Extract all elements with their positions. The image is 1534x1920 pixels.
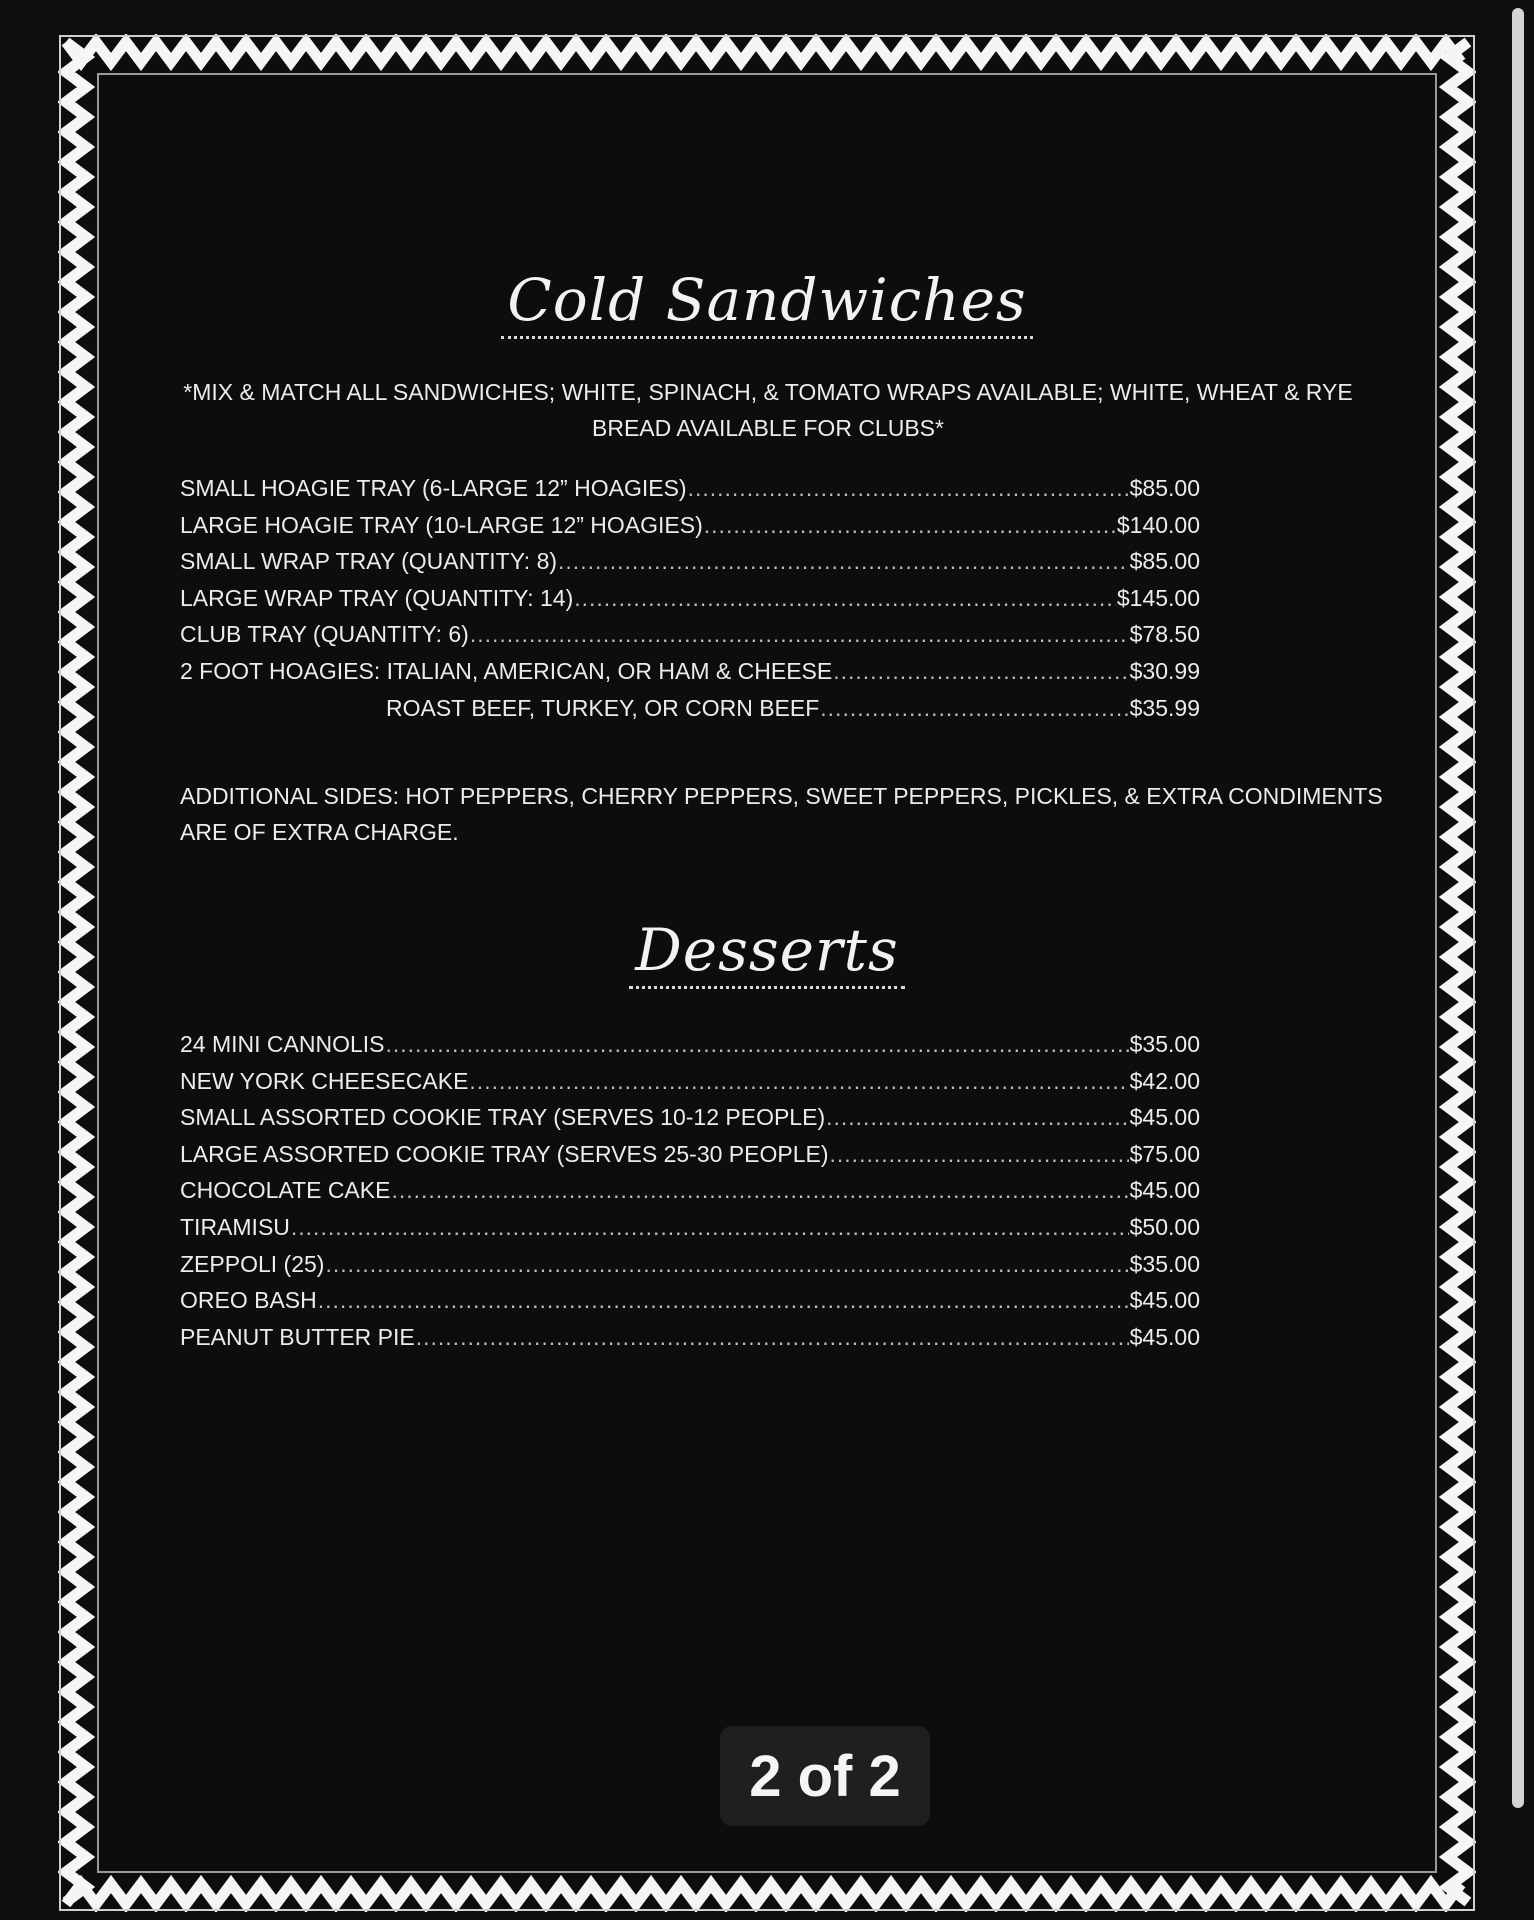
item-name: ROAST BEEF, TURKEY, OR CORN BEEF xyxy=(386,694,820,721)
menu-row xyxy=(180,1172,1200,1209)
item-name: CLUB TRAY (QUANTITY: 6) xyxy=(180,621,469,648)
section-heading-desserts xyxy=(58,916,1476,984)
item-name: OREO BASH xyxy=(180,1287,317,1314)
additional-sides-note: ADDITIONAL SIDES: HOT PEPPERS, CHERRY PEPPERS, SWEET PEPPERS, PICKLES, & EXTRA CONDIMENTS ARE OF EXTRA CHARGE. xyxy=(180,783,1383,845)
dot-leader xyxy=(318,1282,1129,1319)
item-price: $45.00 xyxy=(1129,1177,1200,1204)
menu-row xyxy=(180,580,1200,617)
menu-row xyxy=(180,1282,1200,1319)
item-price: $45.00 xyxy=(1129,1287,1200,1314)
menu-row xyxy=(180,1063,1200,1100)
item-price: $35.00 xyxy=(1129,1031,1200,1057)
item-price: $145.00 xyxy=(1116,584,1200,611)
dot-leader xyxy=(558,543,1129,580)
item-price: $85.00 xyxy=(1129,475,1200,501)
item-price: $140.00 xyxy=(1116,511,1200,538)
dot-leader xyxy=(833,653,1128,690)
item-name: ZEPPOLI (25) xyxy=(180,1250,325,1277)
item-price: $30.99 xyxy=(1129,657,1200,684)
menu-row xyxy=(180,1026,1200,1063)
dot-leader xyxy=(830,1136,1129,1173)
menu-row xyxy=(180,1319,1200,1356)
menu-row xyxy=(180,653,1200,690)
item-name: PEANUT BUTTER PIE xyxy=(180,1323,415,1350)
item-name: 24 MINI CANNOLIS xyxy=(180,1031,385,1057)
dot-leader xyxy=(325,1246,1128,1283)
item-name: LARGE HOAGIE TRAY (10-LARGE 12” HOAGIES) xyxy=(180,511,703,538)
item-name: CHOCOLATE CAKE xyxy=(180,1177,391,1204)
dot-leader xyxy=(469,1063,1128,1100)
item-price: $45.00 xyxy=(1129,1323,1200,1350)
item-name: TIRAMISU xyxy=(180,1213,290,1240)
dot-leader xyxy=(416,1319,1129,1356)
menu-row xyxy=(180,507,1200,544)
menu-row xyxy=(180,1246,1200,1283)
item-price: $35.00 xyxy=(1129,1250,1200,1277)
dot-leader xyxy=(820,690,1128,727)
dot-leader xyxy=(688,470,1129,507)
dot-leader xyxy=(574,580,1116,617)
dot-leader xyxy=(826,1099,1129,1136)
item-name: SMALL HOAGIE TRAY (6-LARGE 12” HOAGIES) xyxy=(180,475,687,501)
section-heading-cold-sandwiches xyxy=(58,266,1476,334)
item-price: $45.00 xyxy=(1129,1104,1200,1131)
dot-leader xyxy=(291,1209,1129,1246)
dot-leader xyxy=(391,1172,1128,1209)
heading-text: Desserts xyxy=(629,916,904,989)
item-name: SMALL ASSORTED COOKIE TRAY (SERVES 10-12 PEOPLE) xyxy=(180,1104,826,1131)
item-name: LARGE ASSORTED COOKIE TRAY (SERVES 25-30 PEOPLE) xyxy=(180,1140,829,1167)
item-price: $42.00 xyxy=(1129,1067,1200,1094)
menu-row xyxy=(180,1099,1200,1136)
menu-row xyxy=(180,690,1200,727)
dot-leader xyxy=(704,507,1116,544)
dot-leader xyxy=(386,1026,1129,1063)
menu-row xyxy=(180,470,1200,507)
item-name: 2 FOOT HOAGIES: ITALIAN, AMERICAN, OR HAM & CHEESE xyxy=(180,657,833,684)
page-counter: 2 of 2 xyxy=(720,1726,930,1826)
item-price: $75.00 xyxy=(1129,1140,1200,1167)
menu-row xyxy=(180,543,1200,580)
menu-row xyxy=(180,616,1200,653)
heading-text: Cold Sandwiches xyxy=(501,266,1032,339)
item-name: LARGE WRAP TRAY (QUANTITY: 14) xyxy=(180,584,574,611)
sandwich-list xyxy=(180,470,1200,726)
menu-row xyxy=(180,1209,1200,1246)
item-name: SMALL WRAP TRAY (QUANTITY: 8) xyxy=(180,548,558,575)
item-price: $35.99 xyxy=(1129,694,1200,721)
sandwich-note: *MIX & MATCH ALL SANDWICHES; WHITE, SPINACH, & TOMATO WRAPS AVAILABLE; WHITE, WHEAT & RYE BREAD AVAILABLE FOR CLUBS* xyxy=(183,379,1353,441)
item-price: $78.50 xyxy=(1129,621,1200,648)
scrollbar-thumb[interactable] xyxy=(1512,8,1524,1808)
menu-page xyxy=(58,34,1476,1912)
dot-leader xyxy=(470,616,1129,653)
desserts-list xyxy=(180,1026,1200,1355)
item-price: $50.00 xyxy=(1129,1213,1200,1240)
item-name: NEW YORK CHEESECAKE xyxy=(180,1067,469,1094)
item-price: $85.00 xyxy=(1129,548,1200,575)
menu-row xyxy=(180,1136,1200,1173)
